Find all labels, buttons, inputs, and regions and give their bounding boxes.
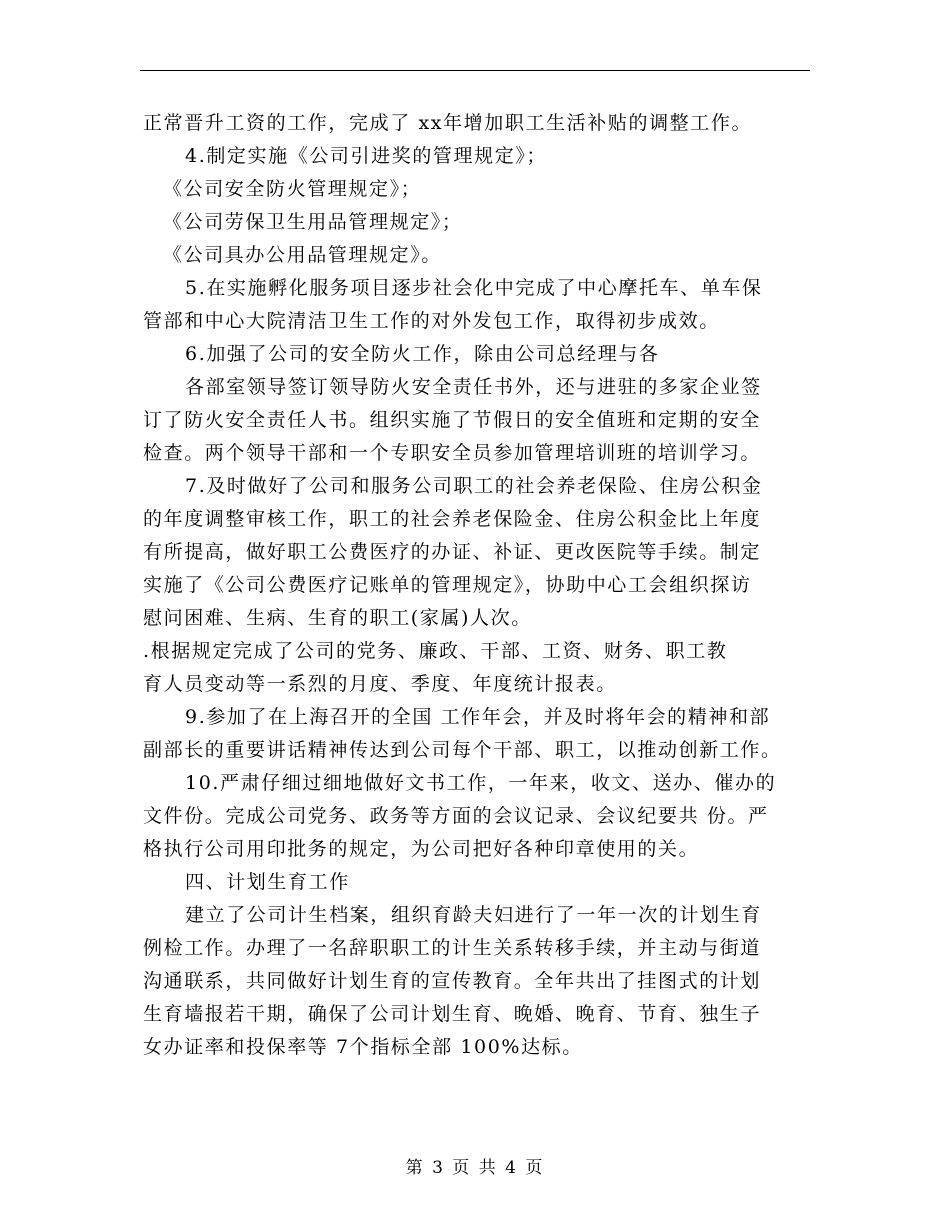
body-line: 5.在实施孵化服务项目逐步社会化中完成了中心摩托车、单车保 [185, 277, 763, 299]
body-line: 例检工作。办理了一名辞职职工的计生关系转移手续，并主动与街道 [143, 937, 762, 959]
body-line: 实施了《公司公费医疗记账单的管理规定》，协助中心工会组织探访 [143, 574, 752, 596]
body-line: 慰问困难、生病、生育的职工(家属)人次。 [143, 607, 532, 629]
body-line: 生育墙报若干期，确保了公司计划生育、晚婚、晚育、节育、独生子 [143, 1003, 762, 1025]
body-line: 9.参加了在上海召开的全国 工作年会，并及时将年会的精神和部 [185, 706, 771, 728]
body-line: 副部长的重要讲话精神传达到公司每个干部、职工，以推动创新工作。 [143, 739, 782, 761]
body-line: 建立了公司计生档案，组织育龄夫妇进行了一年一次的计划生育 [185, 904, 762, 926]
body-line: 10.严肃仔细过细地做好文书工作，一年来，收文、送办、催办的 [185, 772, 777, 794]
body-line: 的年度调整审核工作，职工的社会养老保险金、住房公积金比上年度 [143, 508, 762, 530]
body-line: 6.加强了公司的安全防火工作，除由公司总经理与各 [185, 343, 660, 365]
page-number: 第 3 页 共 4 页 [405, 1158, 545, 1178]
body-line: 女办证率和投保率等 7个指标全部 100%达标。 [143, 1036, 583, 1058]
body-line: 《公司具办公用品管理规定》。 [163, 244, 442, 266]
body-line: 沟通联系，共同做好计划生育的宣传教育。全年共出了挂图式的计划 [143, 970, 762, 992]
body-line: 4.制定实施《公司引进奖的管理规定》； [185, 145, 548, 167]
body-line: 《公司劳保卫生用品管理规定》； [163, 211, 463, 233]
body-line: 格执行公司用印批务的规定，为公司把好各种印章使用的关。 [143, 838, 700, 860]
body-line: 订了防火安全责任人书。组织实施了节假日的安全值班和定期的安全 [143, 409, 762, 431]
body-line: 《公司安全防火管理规定》； [163, 178, 422, 200]
body-line: .根据规定完成了公司的党务、廉政、干部、工资、财务、职工教 [143, 640, 728, 662]
section-heading: 四、计划生育工作 [185, 871, 350, 893]
body-line: 管部和中心大院清洁卫生工作的对外发包工作，取得初步成效。 [143, 310, 720, 332]
body-line: 检查。两个领导干部和一个专职安全员参加管理培训班的培训学习。 [143, 442, 762, 464]
body-line: 7.及时做好了公司和服务公司职工的社会养老保险、住房公积金 [185, 475, 763, 497]
body-line: 有所提高，做好职工公费医疗的办证、补证、更改医院等手续。制定 [143, 541, 762, 563]
header-rule [140, 70, 810, 71]
body-line: 各部室领导签订领导防火安全责任书外，还与进驻的多家企业签 [185, 376, 762, 398]
body-line: 文件份。完成公司党务、政务等方面的会议记录、会议纪要共 份。严 [143, 805, 769, 827]
body-line: 育人员变动等一系烈的月度、季度、年度统计报表。 [143, 673, 617, 695]
body-line: 正常晋升工资的工作，完成了 xx年增加职工生活补贴的调整工作。 [143, 112, 753, 134]
document-body [143, 107, 815, 1064]
